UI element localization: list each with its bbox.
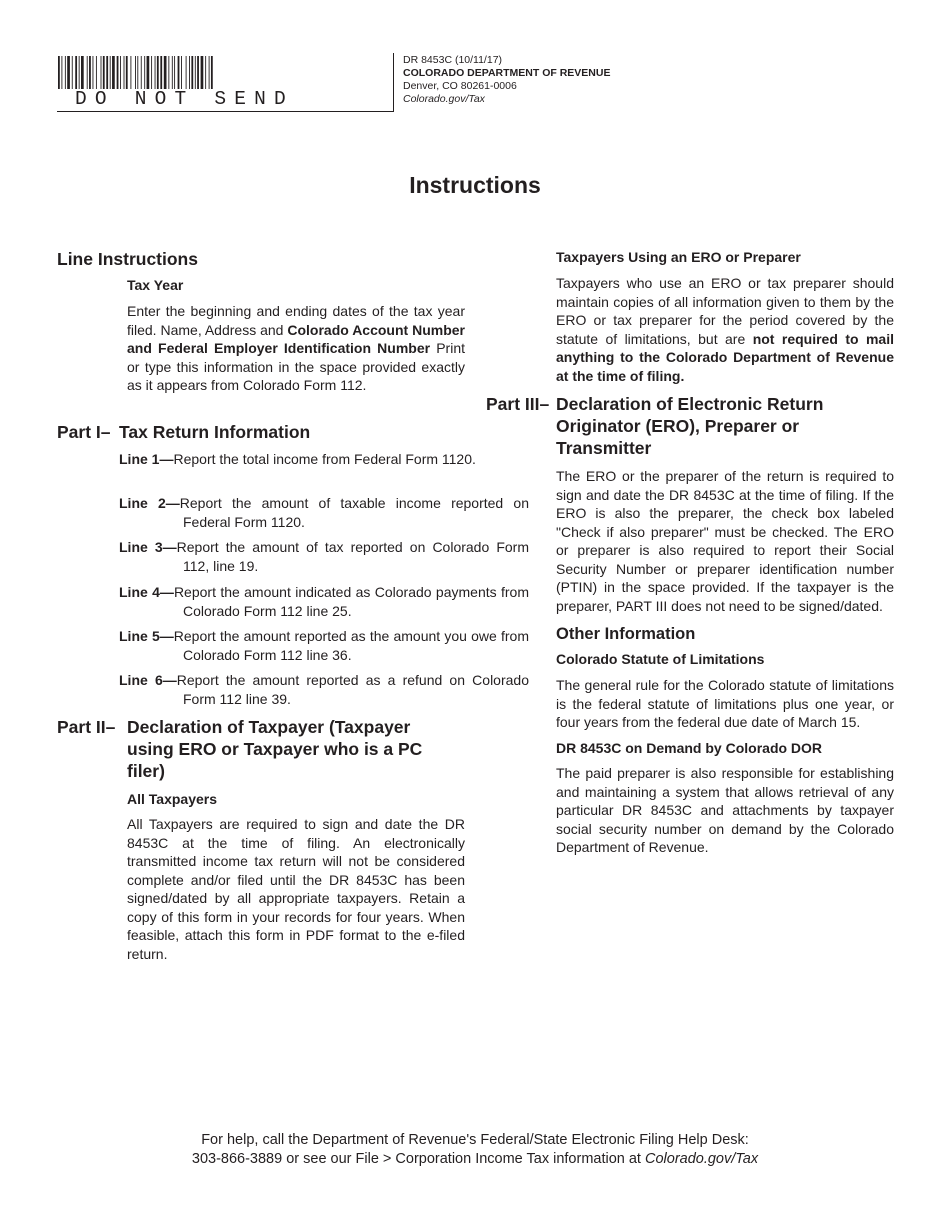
barcode-bar <box>168 56 169 89</box>
part3-heading: Declaration of Electronic Return Originator (ERO), Preparer or Transmitter <box>556 394 824 458</box>
line-item <box>119 583 529 620</box>
barcode-bar <box>160 56 162 89</box>
line-instructions-heading: Line Instructions <box>57 249 198 269</box>
all-taxpayers-heading: All Taxpayers <box>127 791 218 807</box>
barcode-bar <box>61 56 62 89</box>
line-item-text: Report the total income from Federal Form 1120. <box>173 451 476 467</box>
barcode-bar <box>89 56 91 89</box>
footer <box>0 1131 950 1169</box>
barcode-bar <box>67 56 70 89</box>
form-id: DR 8453C (10/11/17) <box>403 54 503 66</box>
ero-heading: Taxpayers Using an ERO or Preparer <box>556 249 801 265</box>
line-item-label: Line 4— <box>119 584 174 600</box>
barcode-bar <box>164 56 167 89</box>
barcode-bar <box>120 56 121 89</box>
barcode-bar <box>157 56 159 89</box>
do-not-send-label: DO NOT SEND <box>75 88 294 110</box>
barcode-bar <box>124 56 125 89</box>
barcode-bar <box>130 56 131 89</box>
barcode-bar <box>87 56 88 89</box>
barcode-bar <box>211 56 213 89</box>
barcode-bar <box>209 56 210 89</box>
barcode-block <box>57 53 394 112</box>
line-item <box>119 494 529 531</box>
statute-heading: Colorado Statute of Limitations <box>556 651 765 667</box>
part3-prefix: Part III– <box>486 394 550 414</box>
footer-line-2: 303-866-3889 or see our File > Corporation Income Tax information at Colorado.gov/Tax <box>191 1151 759 1167</box>
barcode-bar <box>172 56 173 89</box>
department-name: COLORADO DEPARTMENT OF REVENUE <box>403 67 611 79</box>
department-website: Colorado.gov/Tax <box>403 93 485 105</box>
barcode-bar <box>117 56 119 89</box>
barcode-bar <box>205 56 206 89</box>
part2-prefix: Part II– <box>57 717 116 737</box>
barcode-bar <box>126 56 128 89</box>
ero-text: Taxpayers who use an ERO or tax preparer should maintain copies of all information given to them by the ERO or tax preparer for the period covered by the statute of limitations, but are not required to mail anything to the Colorado Department of Revenue at the time of filing. <box>556 275 894 384</box>
barcode-bar <box>106 56 108 89</box>
line-item-text: Report the amount indicated as Colorado payments from Colorado Form 112 line 25. <box>173 584 529 619</box>
line-item <box>119 671 529 708</box>
demand-heading: DR 8453C on Demand by Colorado DOR <box>556 740 823 756</box>
line-item <box>119 538 529 575</box>
other-information-heading: Other Information <box>556 625 696 643</box>
department-address: Denver, CO 80261-0006 <box>403 80 517 92</box>
line-item-text: Report the amount reported as the amount you owe from Colorado Form 112 line 36. <box>173 628 529 663</box>
line-item <box>119 450 529 469</box>
barcode-bar <box>197 56 199 89</box>
part2-heading: Declaration of Taxpayer (Taxpayer using ERO or Taxpayer who is a PC filer) <box>127 717 423 781</box>
barcode-bar <box>135 56 136 89</box>
line-item-label: Line 6— <box>119 672 177 688</box>
barcode-image <box>58 56 278 89</box>
part3-text: The ERO or the preparer of the return is required to sign and date the DR 8453C at the time of filing. If the ERO is also the preparer, the check box labeled "Check if also preparer" must be checked. The ERO or preparer is also required to report their Social Security Number or preparer identification number (PTIN) in the space provided. If the taxpayer is the preparer, PART III does not need to be signed/dated. <box>556 468 894 614</box>
barcode-bar <box>112 56 115 89</box>
barcode-bar <box>174 56 175 89</box>
line-item-text: Report the amount of tax reported on Colorado Form 112, line 19. <box>176 539 529 574</box>
form-header <box>403 54 610 106</box>
line-item-label: Line 5— <box>119 628 174 644</box>
barcode-bar <box>178 56 180 89</box>
line-item-text: Report the amount reported as a refund on Colorado Form 112 line 39. <box>176 672 529 707</box>
barcode-bar <box>191 56 193 89</box>
all-taxpayers-text: All Taxpayers are required to sign and date the DR 8453C at the time of filing. An electronically transmitted income tax return will not be considered complete and/or filed until the DR 8453C has been signed/dated by all appropriate taxpayers. Retain a copy of this form in your records for four years. When feasible, attach this form in PDF format to the e-filed return. <box>127 816 465 962</box>
barcode-bar <box>81 56 84 89</box>
demand-text: The paid preparer is also responsible for establishing and maintaining a system that allows retrieval of any particular DR 8453C and attachments by taxpayer social security number on demand by the Colorado Department of Revenue. <box>556 765 894 855</box>
footer-line-1: For help, call the Department of Revenue's Federal/State Electronic Filing Help Desk: <box>201 1132 749 1148</box>
barcode-bar <box>201 56 204 89</box>
barcode-bar <box>186 56 187 89</box>
barcode-bar <box>72 56 73 89</box>
barcode-bar <box>137 56 138 89</box>
tax-year-heading: Tax Year <box>127 277 184 293</box>
line-item-label: Line 1— <box>119 451 174 467</box>
barcode-bar <box>75 56 77 89</box>
line-item-label: Line 2— <box>119 495 180 511</box>
barcode-bar <box>101 56 102 89</box>
statute-text: The general rule for the Colorado statute of limitations is the federal statute of limitations plus one year, or four years from the federal due date of March 15. <box>556 677 894 730</box>
barcode-bar <box>103 56 105 89</box>
barcode-bar <box>181 56 182 89</box>
barcode-bar <box>110 56 111 89</box>
barcode-bar <box>93 56 94 89</box>
line-item-label: Line 3— <box>119 539 177 555</box>
barcode-bar <box>141 56 142 89</box>
barcode-bar <box>189 56 190 89</box>
barcode-bar <box>151 56 152 89</box>
barcode-bar <box>147 56 150 89</box>
line-item <box>119 627 529 664</box>
barcode-bar <box>155 56 156 89</box>
barcode-bar <box>65 56 66 89</box>
line-item-text: Report the amount of taxable income reported on Federal Form 1120. <box>179 495 529 530</box>
tax-year-text: Enter the beginning and ending dates of the tax year filed. Name, Address and Colorado Account Number and Federal Employer Identification Number Print or type this information in the space provided exactly as it appears from Colorado Form 112. <box>127 303 465 393</box>
part1-prefix: Part I– <box>57 422 111 442</box>
barcode-bar <box>144 56 145 89</box>
barcode-bar <box>96 56 97 89</box>
barcode-bar <box>79 56 80 89</box>
page-title: Instructions <box>409 172 541 198</box>
footer-link[interactable]: Colorado.gov/Tax <box>645 1151 759 1167</box>
barcode-bar <box>195 56 196 89</box>
part1-heading: Tax Return Information <box>119 422 311 442</box>
barcode-bar <box>58 56 60 89</box>
